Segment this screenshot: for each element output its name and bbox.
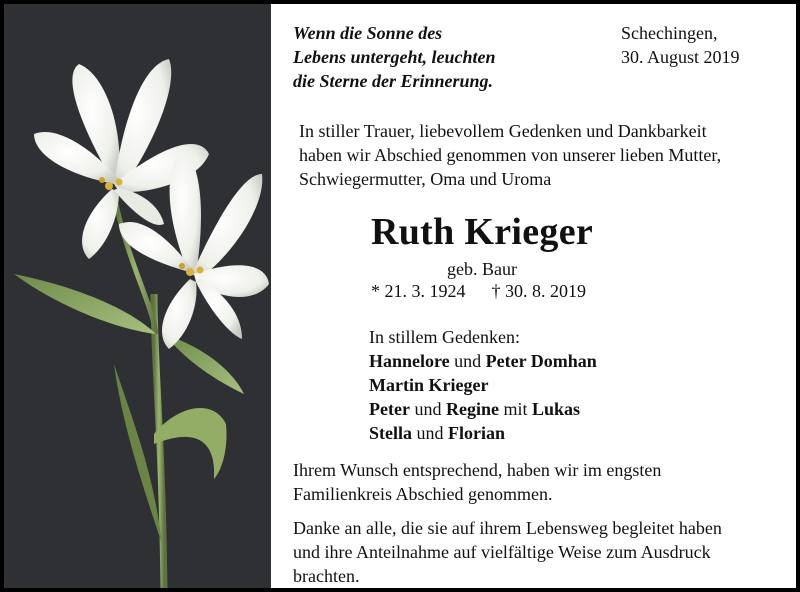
mourners-list (369, 325, 597, 445)
place-and-date (621, 21, 740, 69)
life-dates (371, 280, 586, 302)
intro-paragraph (299, 119, 799, 191)
memorial-motto (293, 21, 583, 93)
mourner-name: Martin Krieger (369, 375, 489, 395)
thanks-line: und ihre Anteilnahme auf vielfältige Weise zum Ausdruck (293, 542, 711, 562)
motto-line: die Sterne der Erinnerung. (293, 71, 494, 91)
wish-line: Familienkreis Abschied genommen. (293, 484, 553, 504)
birth-date: * 21. 3. 1924 (371, 281, 466, 301)
thanks-line: Danke an alle, die sie auf ihrem Lebensweg begleitet haben (293, 518, 722, 538)
intro-line: Schwiegermutter, Oma und Uroma (299, 169, 552, 189)
wish-line: Ihrem Wunsch entsprechend, haben wir im engsten (293, 460, 662, 480)
leaf-left (14, 274, 156, 334)
connector: und (409, 399, 446, 419)
motto-line: Wenn die Sonne des (293, 23, 443, 43)
thanks-line: brachten. (293, 566, 360, 586)
notice-date: 30. August 2019 (621, 47, 740, 67)
maiden-name: geb. Baur (447, 259, 517, 279)
mourners-heading: In stillem Gedenken: (369, 327, 520, 347)
leaf-curl (154, 408, 227, 479)
mourner-name: Regine (445, 399, 499, 419)
deceased-name: Ruth Krieger (371, 211, 594, 253)
mourner-name: Florian (448, 423, 505, 443)
place: Schechingen, (621, 23, 718, 43)
intro-line: haben wir Abschied genommen von unserer lieben Mutter, (299, 145, 722, 165)
mourner-line (369, 397, 597, 421)
mourner-line (369, 349, 597, 373)
lily-flower-image (4, 4, 271, 588)
mourner-line (369, 421, 597, 445)
mourner-name: Peter (369, 399, 410, 419)
connector: und (412, 423, 448, 443)
connector: und (449, 351, 486, 371)
motto-line: Lebens untergeht, leuchten (293, 47, 496, 67)
connector: mit (498, 399, 532, 419)
mourner-name: Hannelore (369, 351, 450, 371)
mourner-name: Lukas (531, 399, 581, 419)
death-date: † 30. 8. 2019 (491, 281, 586, 301)
mourner-name: Stella (369, 423, 412, 443)
mourner-line (369, 373, 597, 397)
mourner-name: Peter Domhan (485, 351, 597, 371)
thanks-paragraph (293, 516, 800, 588)
lily-photo (4, 4, 271, 588)
leaf-right (164, 334, 244, 394)
intro-line: In stiller Trauer, liebevollem Gedenken und Dankbarkeit (299, 121, 707, 141)
notice-text-column (271, 4, 796, 588)
funeral-wish-paragraph (293, 458, 793, 506)
